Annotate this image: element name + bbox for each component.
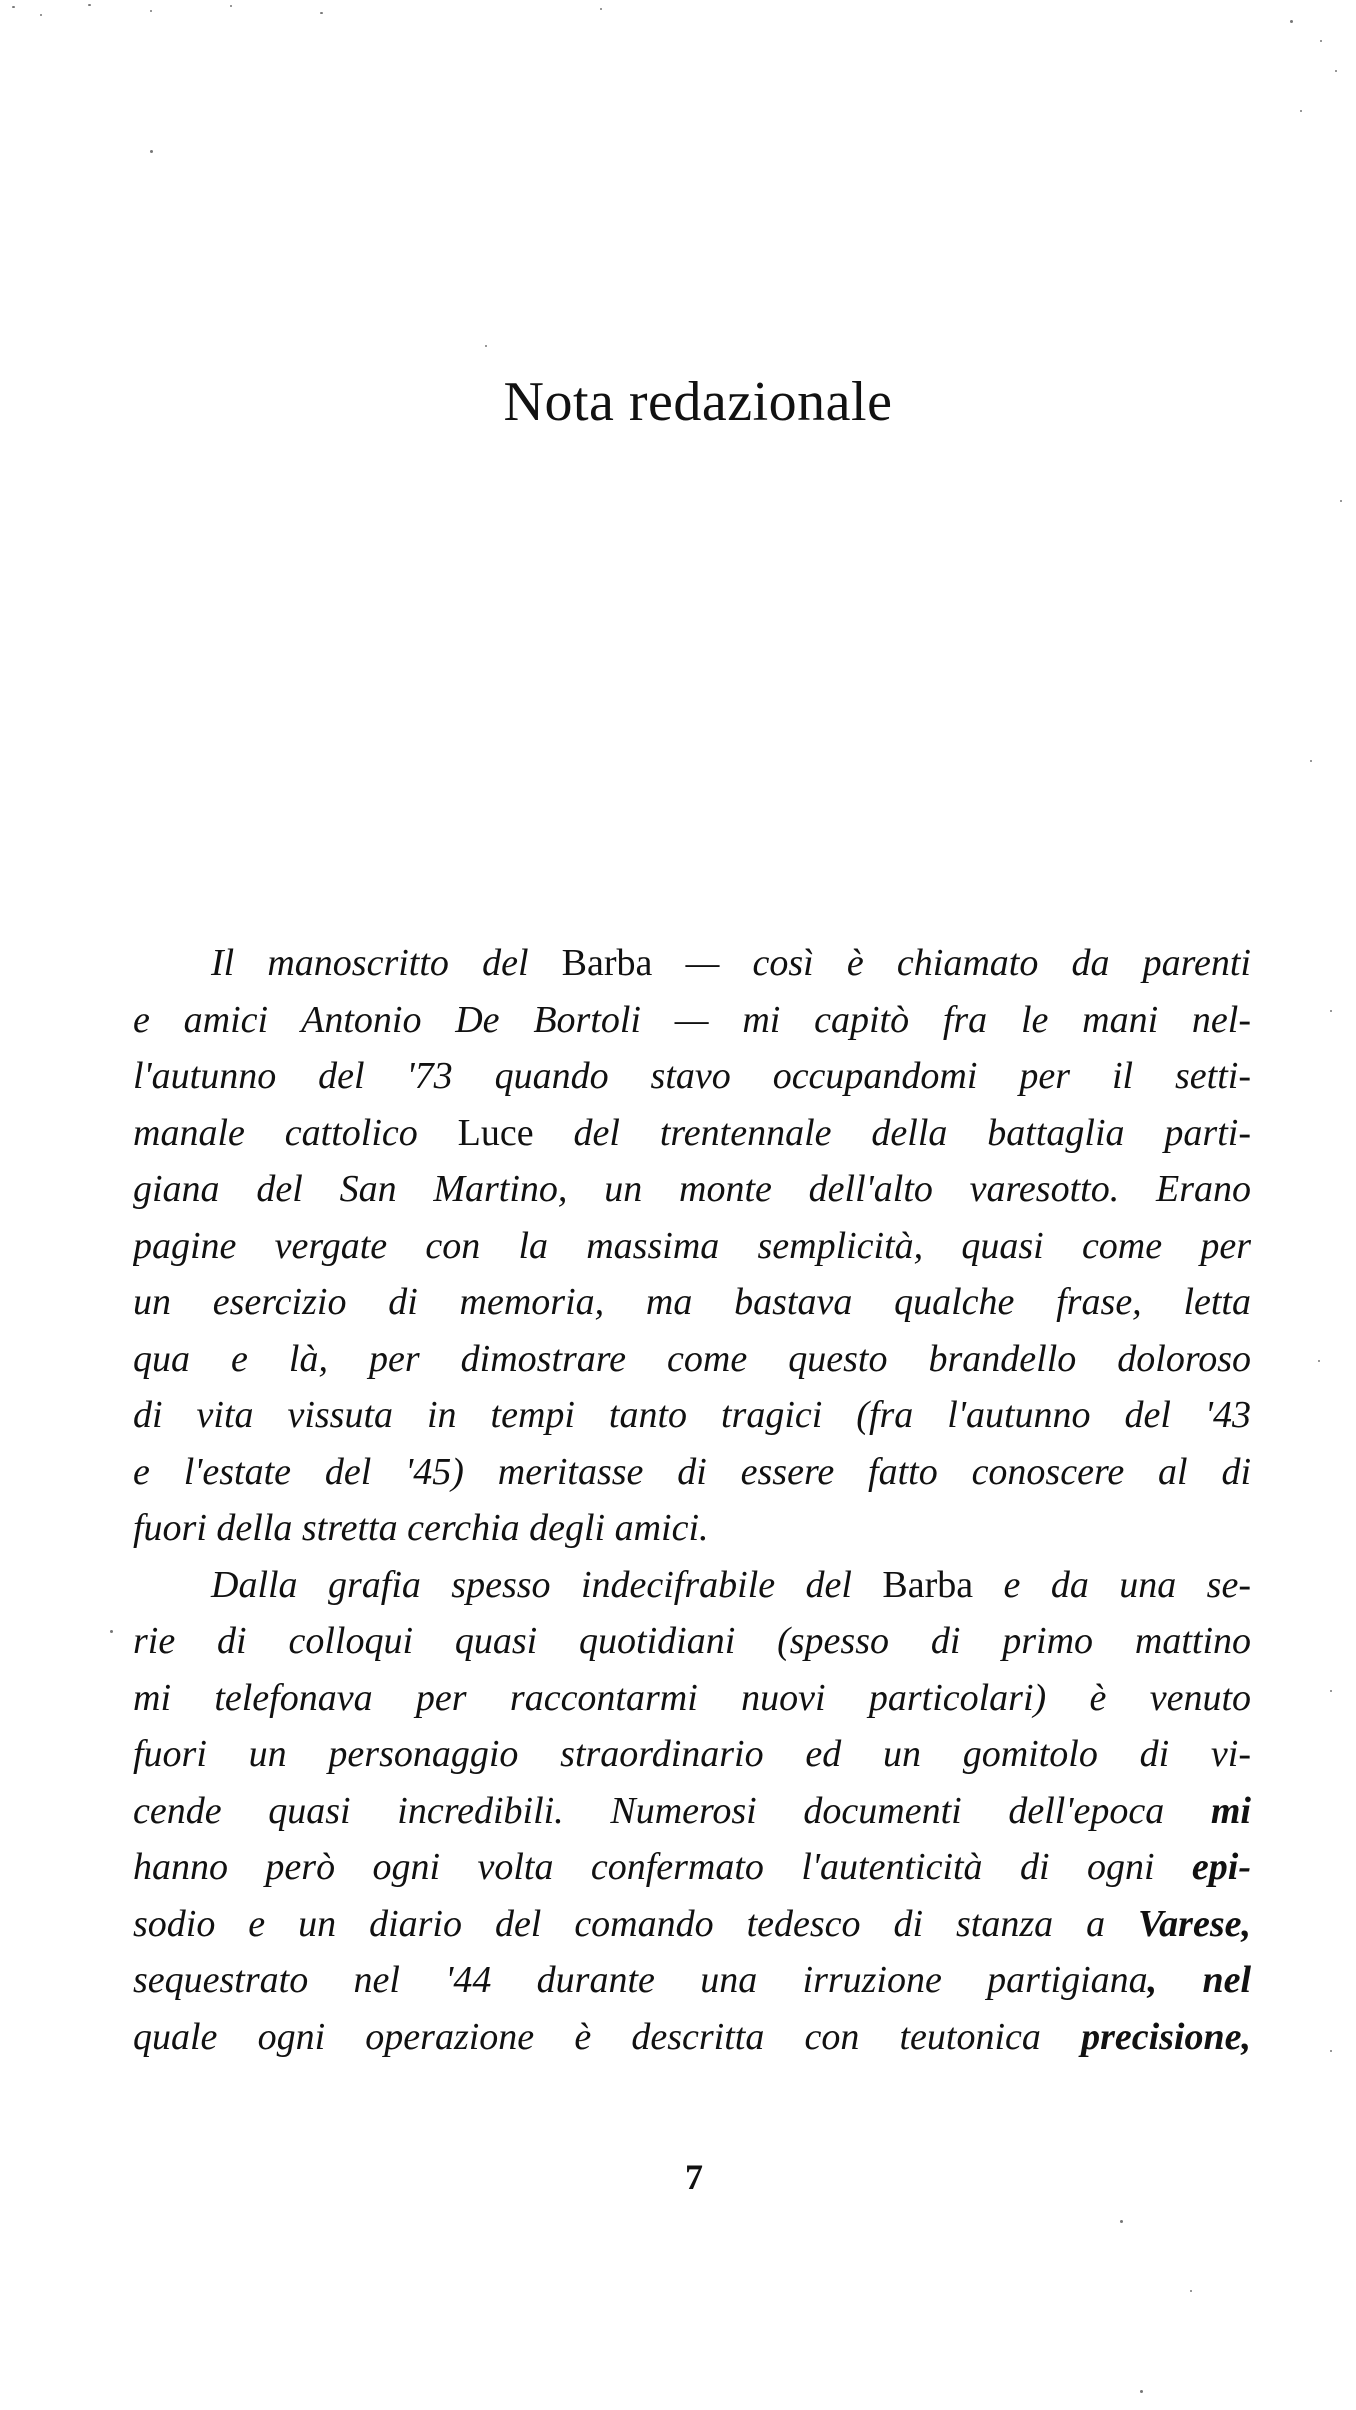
- paragraph-line: qua e là, per dimostrare come questo brandello doloroso: [133, 1337, 1251, 1380]
- paragraph-line: rie di colloqui quasi quotidiani (spesso di primo mattino: [133, 1620, 1251, 1662]
- paragraph-line: l'autunno del '73 quando stavo occupandomi per il setti-: [133, 1055, 1251, 1097]
- paragraph-line: sodio e un diario del comando tedesco di stanza a Varese,: [133, 1902, 1251, 1945]
- paragraph-line: quale ogni operazione è descritta con teutonica precisione,: [133, 2015, 1251, 2058]
- paragraph-line: Dalla grafia spesso indecifrabile del Barba e da una se-: [211, 1563, 1251, 1606]
- paragraph-line: fuori un personaggio straordinario ed un gomitolo di vi-: [133, 1733, 1251, 1775]
- paragraph-line: giana del San Martino, un monte dell'alto varesotto. Erano: [133, 1168, 1251, 1210]
- paragraph-line: di vita vissuta in tempi tanto tragici (fra l'autunno del '43: [133, 1394, 1251, 1436]
- paragraph-line: Il manoscritto del Barba — così è chiamato da parenti: [211, 942, 1251, 984]
- page-title: Nota redazionale: [503, 371, 893, 433]
- paragraph-1: [133, 935, 1251, 1557]
- paragraph-line: fuori della stretta cerchia degli amici.: [133, 1507, 709, 1549]
- page-number: 7: [685, 2157, 703, 2197]
- paragraph-line: sequestrato nel '44 durante una irruzione partigiana, nel: [133, 1959, 1251, 2001]
- paragraph-line: mi telefonava per raccontarmi nuovi particolari) è venuto: [133, 1676, 1251, 1719]
- body-text: [133, 935, 1251, 2065]
- paragraph-line: manale cattolico Luce del trentennale della battaglia parti-: [133, 1111, 1251, 1154]
- paragraph-line: e amici Antonio De Bortoli — mi capitò fra le mani nel-: [133, 998, 1251, 1041]
- paragraph-line: hanno però ogni volta confermato l'autenticità di ogni epi-: [133, 1846, 1251, 1888]
- paragraph-line: e l'estate del '45) meritasse di essere fatto conoscere al di: [133, 1450, 1251, 1493]
- paragraph-line: pagine vergate con la massima semplicità, quasi come per: [133, 1224, 1251, 1267]
- paragraph-line: cende quasi incredibili. Numerosi documenti dell'epoca mi: [133, 1789, 1251, 1832]
- paragraph-line: un esercizio di memoria, ma bastava qualche frase, letta: [133, 1281, 1251, 1323]
- paragraph-2: [133, 1557, 1251, 2066]
